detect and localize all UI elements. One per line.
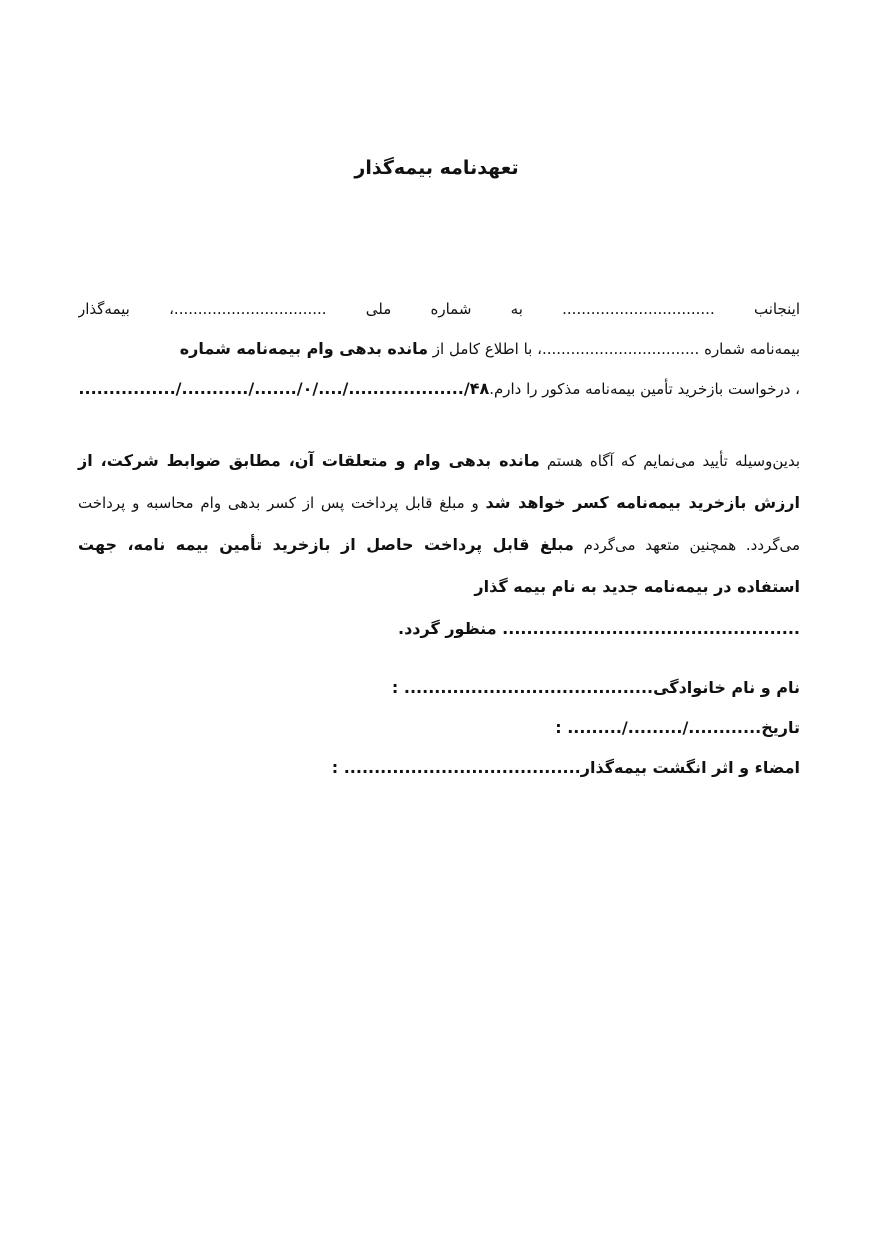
signature-name-field: نام و نام خانوادگی......................................... :: [391, 678, 800, 697]
paragraph-commitment-text1: بدین‌وسیله تأیید می‌نمایم که آگاه هستم: [539, 452, 801, 470]
paragraph-request: [78, 290, 800, 409]
paragraph-request-line2: [78, 329, 800, 369]
paragraph-commitment-bold3: ................................................. منظور گردد.: [398, 619, 800, 638]
paragraph-request-line2-text: بیمه‌نامه شماره .................................، با اطلاع کامل از: [428, 340, 800, 358]
policy-number-date-field: ................/.........../......./۰/..../.................../۴۸: [78, 379, 490, 398]
signature-date-field: تاریخ............/........./......... :: [555, 718, 800, 737]
paragraph-commitment-bold1: مانده بدهی وام و متعلقات آن، مطابق ضوابط شرکت، از ارزش بازخرید بیمه‌نامه کسر خواهد شد: [78, 451, 800, 512]
paragraph-commitment: [78, 440, 800, 650]
paragraph-request-line2-bold: مانده بدهی وام بیمه‌نامه شماره: [179, 339, 429, 358]
signature-sign-field: امضاء و اثر انگشت بیمه‌گذار....................................... :: [331, 758, 800, 777]
paragraph-commitment-text2: و مبلغ قابل پرداخت پس از کسر بدهی وام محاسبه و پرداخت می‌گردد. همچنین متعهد می‌گردم: [78, 494, 801, 554]
paragraph-request-line1: اینجانب ................................ به شماره ملی ................................، بیمه‌گذار: [78, 300, 800, 318]
paragraph-request-line3: [78, 369, 800, 409]
paragraph-commitment-bold2: مبلغ قابل پرداخت حاصل از بازخرید تأمین بیمه نامه، جهت استفاده در بیمه‌نامه جدید به نام بیمه گذار: [78, 535, 800, 596]
document-title: تعهدنامه بیمه‌گذار: [354, 157, 519, 179]
paragraph-request-line3-text: ، درخواست بازخرید تأمین بیمه‌نامه مذکور را دارم.: [489, 380, 800, 398]
